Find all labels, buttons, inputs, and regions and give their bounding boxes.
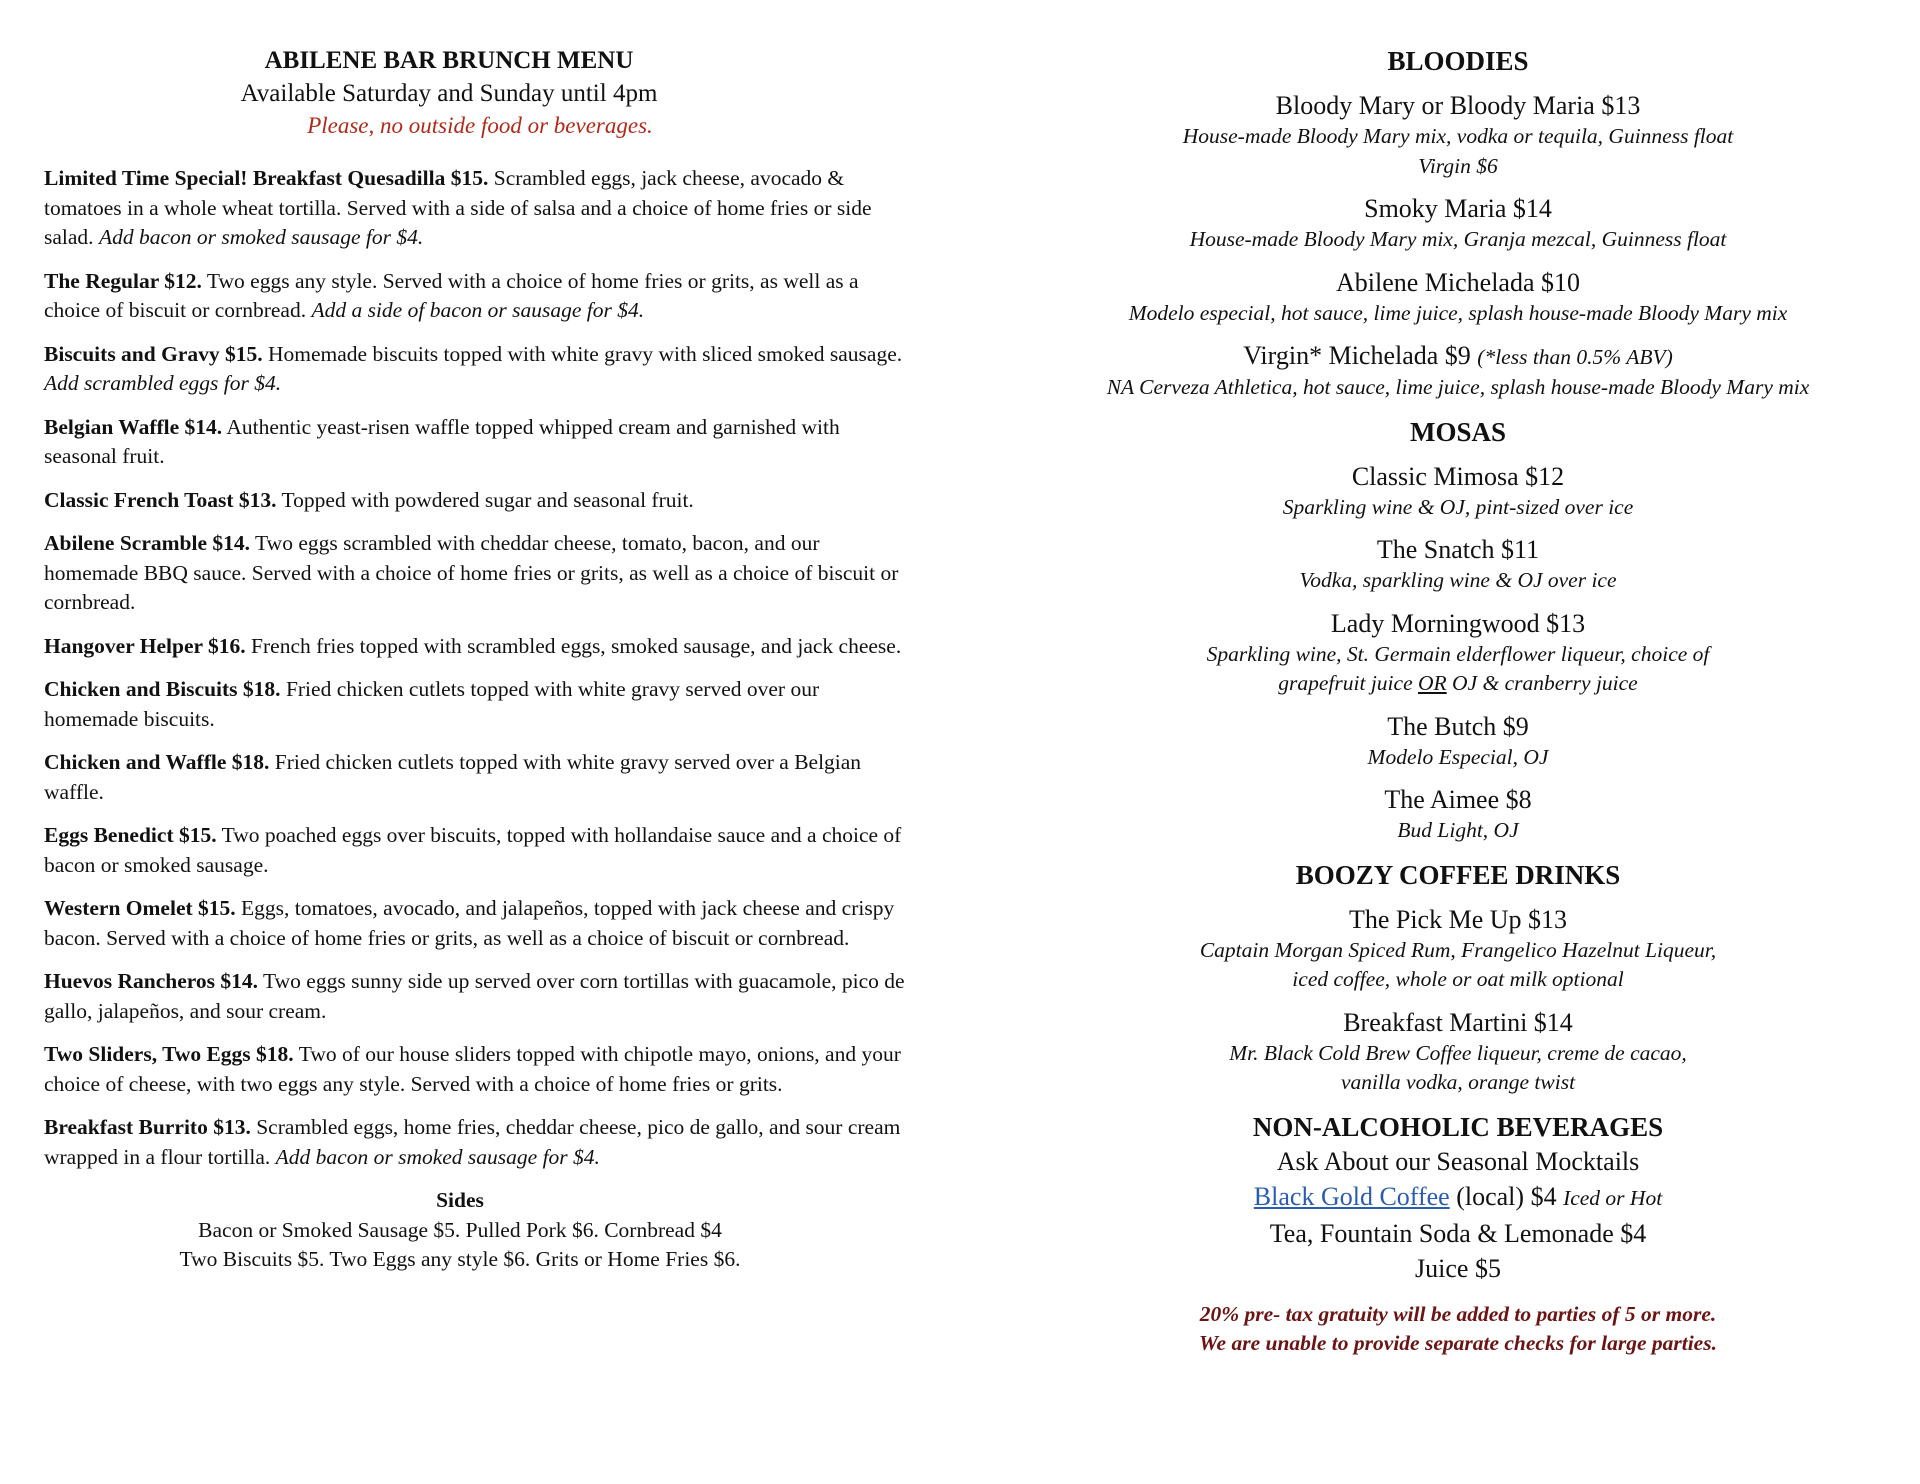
- food-item-name: The Regular $12.: [44, 268, 202, 293]
- food-item: [44, 748, 906, 807]
- drink-desc: vanilla vodka, orange twist: [1340, 1070, 1576, 1094]
- drink-desc: NA Cerveza Athletica, hot sauce, lime juice, splash house-made Bloody Mary mix: [1106, 375, 1810, 399]
- food-item-note: Add bacon or smoked sausage for $4.: [98, 225, 424, 249]
- food-item-name: Two Sliders, Two Eggs $18.: [44, 1042, 294, 1066]
- drink-name: Bloody Mary or Bloody Maria $13: [1275, 91, 1641, 120]
- drink-desc: Virgin $6: [1418, 153, 1498, 178]
- food-item-desc: Eggs, tomatoes, avocado, and jalapeños, topped with jack cheese and crispy bacon. Served with a choice of home fries or grits, as well as a choice of biscuit or cornbread.: [44, 896, 895, 950]
- food-item-name: Huevos Rancheros $14.: [44, 969, 259, 993]
- food-item-name: Chicken and Biscuits $18.: [44, 677, 281, 701]
- food-item: [44, 1113, 906, 1172]
- juice-line: Juice $5: [1415, 1253, 1501, 1283]
- outside-food-notice: Please, no outside food or beverages.: [307, 113, 653, 138]
- food-item-desc: Fried chicken cutlets topped with white gravy served over our homemade biscuits.: [44, 677, 820, 731]
- drink-item: [1008, 461, 1908, 523]
- food-item: [44, 675, 906, 734]
- drink-name: Lady Morningwood $13: [1330, 608, 1586, 638]
- drink-item: [1008, 340, 1908, 403]
- food-item-desc: Two poached eggs over biscuits, topped with hollandaise sauce and a choice of bacon or smoked sausage.: [44, 823, 902, 877]
- food-item-name: Belgian Waffle $14.: [44, 414, 223, 439]
- food-item-name: Western Omelet $15.: [44, 896, 236, 920]
- food-item: [44, 164, 906, 253]
- food-item-note: Add a side of bacon or sausage for $4.: [311, 298, 645, 322]
- section-title-mosas: MOSAS: [1409, 416, 1507, 447]
- drink-name: The Butch $9: [1387, 711, 1529, 741]
- drink-desc: Sparkling wine & OJ, pint-sized over ice: [1282, 494, 1634, 519]
- food-item-name: Biscuits and Gravy $15.: [44, 341, 263, 366]
- food-list: [44, 164, 906, 1172]
- nonalc-section: [1008, 1110, 1908, 1286]
- food-item-desc: Two of our house sliders topped with chipotle mayo, onions, and your choice of cheese, with two eggs any style. Served with a choice of home fries or grits.: [44, 1042, 901, 1096]
- drink-name: [1008, 340, 1908, 373]
- section-title-coffee: BOOZY COFFEE DRINKS: [1295, 859, 1621, 890]
- gratuity-notice: [1008, 1300, 1908, 1359]
- drink-item: [1008, 534, 1908, 596]
- food-item-desc: Topped with powdered sugar and seasonal fruit.: [281, 487, 694, 512]
- food-item-name: Abilene Scramble $14.: [44, 531, 251, 555]
- drink-desc-or: OR: [1418, 671, 1447, 695]
- food-item: [44, 632, 906, 662]
- drink-desc: Captain Morgan Spiced Rum, Frangelico Hazelnut Liqueur,: [1199, 937, 1717, 962]
- food-item-note: Add bacon or smoked sausage for $4.: [275, 1144, 600, 1169]
- food-item: [44, 894, 906, 953]
- drink-name: The Snatch $11: [1376, 535, 1540, 564]
- food-item-name: Limited Time Special! Breakfast Quesadilla $15.: [44, 166, 489, 190]
- drink-desc: Mr. Black Cold Brew Coffee liqueur, creme de cacao,: [1229, 1040, 1687, 1065]
- drink-desc: Sparkling wine, St. Germain elderflower liqueur, choice of: [1206, 641, 1710, 666]
- bloodies-section: [1008, 44, 1908, 403]
- food-item: [44, 267, 906, 326]
- sides-title: Sides: [436, 1188, 484, 1212]
- drink-name: Smoky Maria $14: [1364, 194, 1552, 223]
- sides-line: Bacon or Smoked Sausage $5. Pulled Pork $6. Cornbread $4: [198, 1217, 722, 1242]
- abv-note: (*less than 0.5% ABV): [1477, 345, 1673, 369]
- food-item-name: Eggs Benedict $15.: [44, 823, 217, 847]
- mosas-section: [1008, 415, 1908, 846]
- drink-item: [1008, 267, 1908, 329]
- sides-line: Two Biscuits $5. Two Eggs any style $6. Grits or Home Fries $6.: [179, 1247, 741, 1271]
- coffee-line: [1008, 1179, 1908, 1216]
- drink-item: [1008, 1007, 1908, 1098]
- drink-desc-part: grapefruit juice: [1278, 671, 1413, 695]
- food-item: [44, 413, 906, 472]
- drink-desc: Modelo Especial, OJ: [1367, 744, 1549, 769]
- food-item-desc: Two eggs scrambled with cheddar cheese, tomato, bacon, and our homemade BBQ sauce. Served with a choice of home fries or grits, as well as a choice of biscuit or cornbread.: [44, 531, 899, 614]
- drink-name: The Aimee $8: [1384, 785, 1532, 814]
- coffee-section: [1008, 858, 1908, 1098]
- checks-line: We are unable to provide separate checks for large parties.: [1199, 1331, 1717, 1355]
- drink-desc: Bud Light, OJ: [1397, 818, 1519, 842]
- drink-desc: Vodka, sparkling wine & OJ over ice: [1299, 568, 1617, 592]
- food-item-desc: Two eggs any style. Served with a choice of home fries or grits, as well as a choice of biscuit or cornbread.: [44, 268, 859, 322]
- drinks-menu-column: [1008, 0, 1908, 1359]
- drink-item: [1008, 904, 1908, 995]
- drink-name: Breakfast Martini $14: [1343, 1007, 1573, 1037]
- food-item: [44, 967, 906, 1026]
- coffee-line-note: Iced or Hot: [1563, 1185, 1663, 1210]
- food-item: [44, 529, 906, 618]
- drink-name: Classic Mimosa $12: [1351, 461, 1565, 491]
- tea-line: Tea, Fountain Soda & Lemonade $4: [1269, 1218, 1647, 1248]
- gratuity-line: 20% pre- tax gratuity will be added to parties of 5 or more.: [1199, 1301, 1717, 1326]
- availability-text: Available Saturday and Sunday until 4pm: [240, 80, 658, 107]
- food-item-name: Classic French Toast $13.: [44, 487, 277, 512]
- food-item-name: Hangover Helper $16.: [44, 633, 246, 658]
- food-item-name: Chicken and Waffle $18.: [44, 750, 270, 774]
- food-item: [44, 1040, 906, 1099]
- drink-desc: House-made Bloody Mary mix, Granja mezcal, Guinness float: [1189, 227, 1727, 251]
- food-item-desc: Two eggs sunny side up served over corn tortillas with guacamole, pico de gallo, jalapeños, and sour cream.: [44, 969, 905, 1023]
- section-title-bloodies: BLOODIES: [1387, 46, 1529, 76]
- sides-section: [44, 1186, 906, 1275]
- mocktails-line: Ask About our Seasonal Mocktails: [1276, 1146, 1640, 1176]
- drink-name-text: Virgin* Michelada $9: [1243, 341, 1471, 370]
- food-item-desc: Homemade biscuits topped with white gravy with sliced smoked sausage.: [268, 341, 903, 366]
- drink-name: The Pick Me Up $13: [1348, 904, 1568, 934]
- section-title-nonalc: NON-ALCOHOLIC BEVERAGES: [1252, 1111, 1664, 1142]
- drink-name: Abilene Michelada $10: [1335, 267, 1581, 297]
- menu-header: [44, 44, 906, 142]
- drink-item: [1008, 90, 1908, 181]
- food-item-desc: Fried chicken cutlets topped with white gravy served over a Belgian waffle.: [44, 750, 862, 804]
- drink-desc: iced coffee, whole or oat milk optional: [1292, 967, 1624, 991]
- food-item-desc: Authentic yeast-risen waffle topped whipped cream and garnished with seasonal fruit.: [44, 414, 840, 468]
- food-item-desc: Scrambled eggs, home fries, cheddar cheese, pico de gallo, and sour cream wrapped in a flour tortilla.: [44, 1115, 901, 1169]
- drink-item: [1008, 608, 1908, 699]
- drink-item: [1008, 784, 1908, 846]
- food-item: [44, 486, 906, 516]
- drink-item: [1008, 193, 1908, 255]
- drink-desc: [1008, 669, 1908, 699]
- food-item: [44, 821, 906, 880]
- menu-title: ABILENE BAR BRUNCH MENU: [264, 47, 634, 74]
- food-item-name: Breakfast Burrito $13.: [44, 1115, 251, 1139]
- food-item: [44, 340, 906, 399]
- black-gold-coffee-link[interactable]: Black Gold Coffee: [1253, 1181, 1450, 1211]
- drink-desc-part: OJ & cranberry juice: [1452, 671, 1638, 695]
- drink-desc: House-made Bloody Mary mix, vodka or tequila, Guinness float: [1182, 124, 1734, 148]
- coffee-line-price: (local) $4: [1456, 1181, 1557, 1211]
- drink-desc: Modelo especial, hot sauce, lime juice, splash house-made Bloody Mary mix: [1128, 300, 1788, 325]
- food-item-desc: French fries topped with scrambled eggs, smoked sausage, and jack cheese.: [251, 633, 902, 658]
- food-item-desc: Scrambled eggs, jack cheese, avocado & tomatoes in a whole wheat tortilla. Served with a side of salsa and a choice of home fries or side salad.: [44, 166, 872, 249]
- food-menu-column: [44, 0, 906, 1275]
- food-item-note: Add scrambled eggs for $4.: [44, 371, 282, 395]
- drink-item: [1008, 711, 1908, 773]
